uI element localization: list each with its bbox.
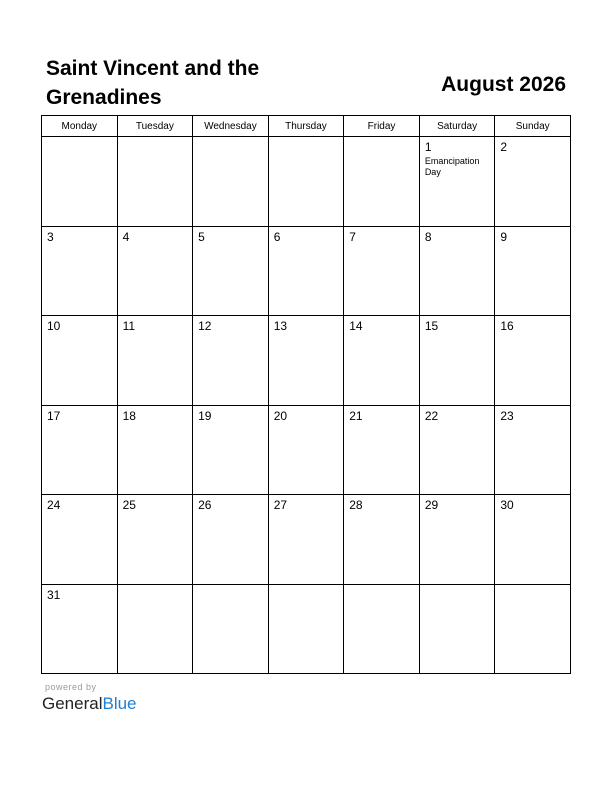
day-number: 3 xyxy=(47,229,54,244)
logo-text-blue: Blue xyxy=(102,694,137,713)
country-title: Saint Vincent and the Grenadines xyxy=(46,57,260,109)
day-number: 22 xyxy=(424,408,439,423)
calendar-grid xyxy=(41,115,571,674)
day-number: 2 xyxy=(500,140,508,154)
day-cell xyxy=(42,137,118,227)
day-cell xyxy=(268,316,344,406)
day-number: 10 xyxy=(47,319,61,333)
day-number: 12 xyxy=(198,319,212,333)
day-cell xyxy=(117,405,193,495)
day-cell xyxy=(419,137,495,227)
day-number: 4 xyxy=(122,229,130,244)
month-year-title: August 2026 xyxy=(441,73,566,96)
day-cell xyxy=(193,137,269,227)
day-cell xyxy=(268,584,344,674)
day-cell xyxy=(344,316,420,406)
day-cell xyxy=(193,226,269,316)
day-cell xyxy=(117,584,193,674)
weekday-header-row xyxy=(42,116,571,137)
weekday-header-thursday: Thursday xyxy=(268,116,344,137)
week-row xyxy=(42,316,571,406)
day-cell xyxy=(268,226,344,316)
day-cell xyxy=(42,495,118,585)
day-number: 20 xyxy=(273,408,288,423)
day-cell xyxy=(117,495,193,585)
weekday-header-wednesday: Wednesday xyxy=(193,116,269,137)
holiday-label: Emancipation Day xyxy=(424,156,480,177)
day-cell xyxy=(268,495,344,585)
day-cell xyxy=(117,226,193,316)
day-cell xyxy=(344,495,420,585)
day-number: 27 xyxy=(273,498,288,512)
weekday-header-friday: Friday xyxy=(344,116,420,137)
day-cell xyxy=(117,316,193,406)
day-cell xyxy=(495,226,571,316)
day-number: 29 xyxy=(424,498,439,512)
day-cell xyxy=(193,584,269,674)
day-cell xyxy=(419,405,495,495)
day-cell xyxy=(42,405,118,495)
day-number: 24 xyxy=(47,498,61,512)
day-number: 5 xyxy=(198,229,205,244)
day-cell xyxy=(193,405,269,495)
day-cell xyxy=(495,137,571,227)
day-cell xyxy=(419,226,495,316)
day-number: 8 xyxy=(424,229,432,244)
calendar-body xyxy=(42,137,571,674)
weekday-header-monday: Monday xyxy=(42,116,118,137)
day-cell xyxy=(193,316,269,406)
day-cell xyxy=(495,495,571,585)
weekday-header-tuesday: Tuesday xyxy=(117,116,193,137)
day-number: 7 xyxy=(349,229,356,244)
day-number: 1 xyxy=(424,140,432,154)
logo-text-general: General xyxy=(42,694,103,713)
day-cell xyxy=(495,405,571,495)
generalblue-logo xyxy=(42,694,137,714)
weekday-header-saturday: Saturday xyxy=(419,116,495,137)
day-number: 6 xyxy=(273,229,281,244)
day-number: 15 xyxy=(424,319,439,333)
day-cell xyxy=(344,226,420,316)
day-number: 28 xyxy=(349,498,363,512)
day-cell xyxy=(268,137,344,227)
day-number: 17 xyxy=(47,408,61,423)
day-number: 30 xyxy=(500,498,514,512)
week-row xyxy=(42,226,571,316)
week-row xyxy=(42,405,571,495)
day-cell xyxy=(42,584,118,674)
day-number: 13 xyxy=(273,319,288,333)
week-row xyxy=(42,495,571,585)
day-number: 26 xyxy=(198,498,212,512)
day-cell xyxy=(344,405,420,495)
day-cell xyxy=(419,495,495,585)
day-number: 25 xyxy=(122,498,136,512)
day-number: 9 xyxy=(500,229,508,244)
day-cell xyxy=(495,584,571,674)
day-number: 11 xyxy=(122,319,136,333)
day-cell xyxy=(268,405,344,495)
day-cell xyxy=(117,137,193,227)
day-cell xyxy=(42,226,118,316)
day-number: 19 xyxy=(198,408,212,423)
day-number: 14 xyxy=(349,319,363,333)
day-number: 21 xyxy=(349,408,363,423)
day-cell xyxy=(419,584,495,674)
day-cell xyxy=(495,316,571,406)
weekday-header-sunday: Sunday xyxy=(495,116,571,137)
week-row xyxy=(42,137,571,227)
day-cell xyxy=(344,137,420,227)
powered-by-label: powered by xyxy=(45,682,97,692)
day-number: 31 xyxy=(47,587,61,602)
day-number: 16 xyxy=(500,319,514,333)
day-cell xyxy=(344,584,420,674)
day-number: 18 xyxy=(122,408,136,423)
day-cell xyxy=(419,316,495,406)
day-number: 23 xyxy=(500,408,514,423)
day-cell xyxy=(42,316,118,406)
day-cell xyxy=(193,495,269,585)
week-row xyxy=(42,584,571,674)
